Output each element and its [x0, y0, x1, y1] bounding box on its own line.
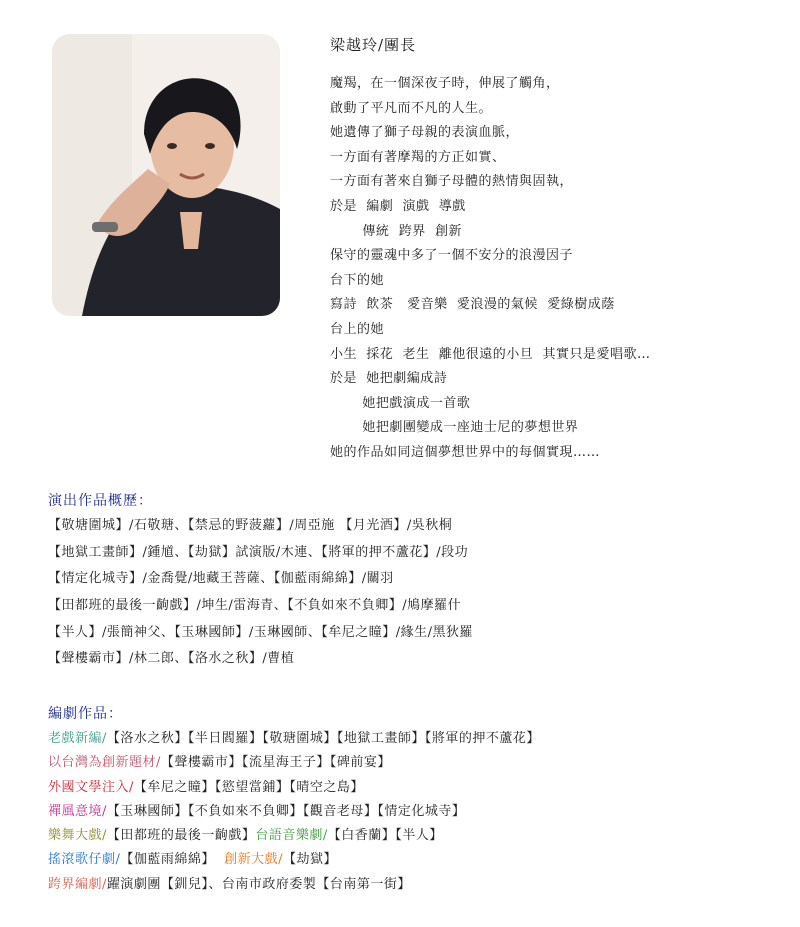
- bio-block: [330, 34, 790, 466]
- script-titles: 【聲樓霸市】【流星海王子】【碑前宴】: [160, 755, 391, 771]
- script-item: [48, 727, 540, 751]
- bio-line: 她遺傳了獅子母親的表演血脈，: [330, 125, 520, 141]
- script-titles: 【田都班的最後一齣戲】: [106, 828, 256, 844]
- bio-name-title: 梁越玲/團長: [330, 36, 417, 54]
- script-item: [48, 776, 540, 800]
- script-item: [48, 824, 540, 848]
- bio-line: 於是 她把劇編成詩: [330, 371, 448, 387]
- performance-item: 【半人】/張簡神父、【玉琳國師】/玉琳國師、【牟尼之瞳】/緣生/黑狄羅: [48, 624, 474, 640]
- performance-item: 【田都班的最後一齣戲】/坤生/雷海青、【不負如來不負卿】/鳩摩羅什: [48, 598, 462, 614]
- bio-line: 保守的靈魂中多了一個不安分的浪漫因子: [330, 248, 574, 264]
- script-category-label: 創新大戲/: [224, 852, 284, 868]
- bio-line: 她把劇團變成一座迪士尼的夢想世界: [330, 420, 579, 436]
- bio-line: 寫詩 飲茶 愛音樂 愛浪漫的氣候 愛綠樹成蔭: [330, 297, 615, 313]
- script-titles: 【白香蘭】【半人】: [327, 828, 443, 844]
- bio-line: 小生 採花 老生 離他很遠的小旦 其實只是愛唱歌…: [330, 346, 651, 362]
- bio-text: [330, 72, 790, 466]
- bio-line: 她的作品如同這個夢想世界中的每個實現……: [330, 444, 601, 460]
- script-category-label: 外國文學注入/: [48, 779, 134, 795]
- script-category-label: 樂舞大戲/: [48, 828, 107, 844]
- portrait-photo: [52, 34, 280, 316]
- script-category-label: 以台灣為創新題材/: [48, 755, 161, 771]
- scripts-heading: 編劇作品：: [48, 706, 123, 722]
- script-category-label: 台語音樂劇/: [255, 828, 328, 844]
- performance-item: 【聲樓霸市】/林二郎、【洛水之秋】/曹植: [48, 651, 295, 667]
- script-titles: 【伽藍雨綿綿】: [120, 852, 225, 868]
- performance-item: 【地獄工畫師】/鍾馗、【劫獄】試演版/木連、【將軍的押不蘆花】/段功: [48, 544, 469, 560]
- performance-item: 【情定化城寺】/金喬覺/地藏王菩薩、【伽藍雨綿綿】/關羽: [48, 571, 394, 587]
- bio-line: 一方面有著來自獅子母體的熱情與固執，: [330, 174, 574, 190]
- bio-line: 傳統 跨界 創新: [330, 223, 462, 239]
- script-category-label: 老戲新編/: [48, 731, 107, 746]
- script-titles: 【洛水之秋】【半日閻羅】【敬瑭圍城】【地獄工畫師】【將軍的押不蘆花】: [106, 731, 540, 746]
- script-category-label: 跨界編劇/: [48, 876, 107, 892]
- script-category-label: 禪風意境/: [48, 803, 107, 819]
- script-item: [48, 800, 540, 824]
- performances-list: [48, 513, 473, 673]
- script-item: [48, 873, 540, 897]
- bio-line: 台下的她: [330, 272, 385, 288]
- script-titles: 【玉琳國師】【不負如來不負卿】【觀音老母】【情定化城寺】: [106, 803, 466, 819]
- script-category-label: 搖滾歌仔劇/: [48, 852, 121, 868]
- bio-line: 魔羯，在一個深夜子時，伸展了觸角，: [330, 76, 560, 91]
- script-titles: 躍演劇團【釧兒】、台南市政府委製【台南第一街】: [106, 876, 411, 892]
- performance-item: 【敬塘圍城】/石敬瑭、【禁忌的野菠蘿】/周亞施 【月光酒】/吳秋桐: [48, 518, 453, 533]
- bio-line: 於是 編劇 演戲 導戲: [330, 198, 466, 214]
- bio-line: 台上的她: [330, 321, 385, 337]
- script-item: [48, 751, 540, 775]
- script-item: [48, 848, 540, 872]
- bio-line: 啟動了平凡而不凡的人生。: [330, 100, 493, 116]
- script-titles: 【劫獄】: [283, 852, 338, 868]
- bio-line: 她把戲演成一首歌: [330, 395, 471, 411]
- bio-line: 一方面有著摩羯的方正如實、: [330, 149, 506, 165]
- script-titles: 【牟尼之瞳】【慾望當鋪】【晴空之島】: [133, 779, 364, 795]
- performances-heading: 演出作品概歷：: [48, 493, 153, 509]
- scripts-list: [48, 727, 540, 897]
